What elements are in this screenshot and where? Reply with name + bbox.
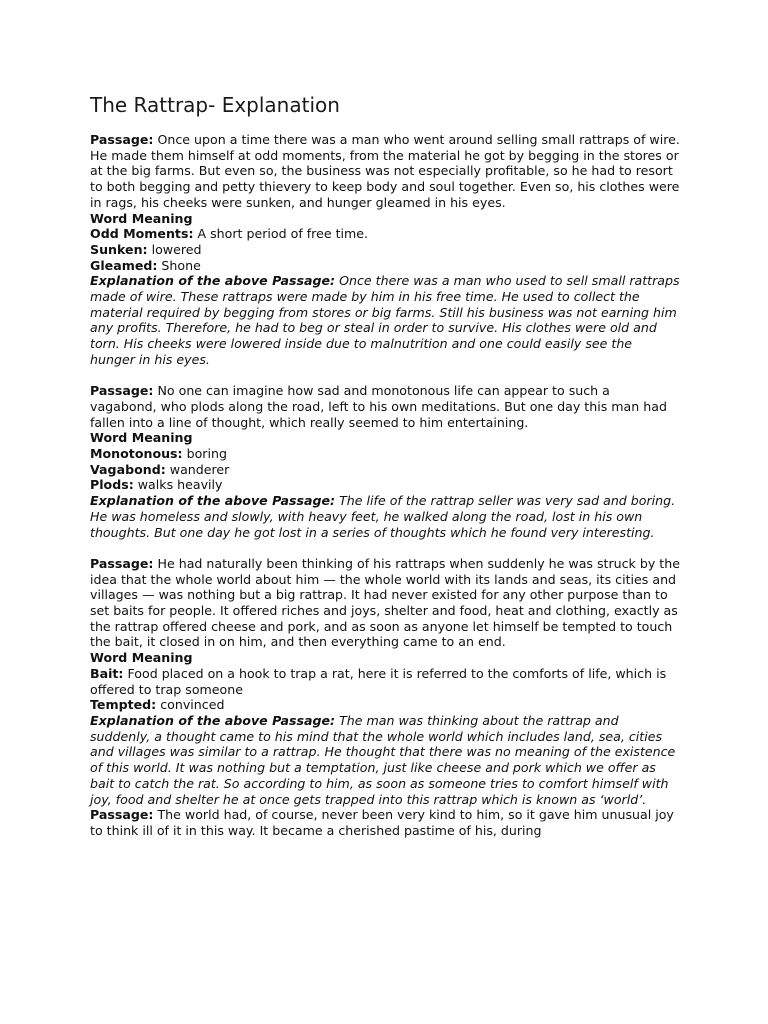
document-body xyxy=(90,132,680,839)
word-meaning: A short period of free time. xyxy=(193,226,369,242)
word-meaning-heading: Word Meaning xyxy=(90,650,193,666)
word-meaning-item xyxy=(90,258,680,274)
explanation-text: The life of the rattrap seller was very sad and boring. He was homeless and slowly, with heavy feet, he walked along the road, lost in his own thoughts. But one day he got lost in a series of thoughts which he found very interesting. xyxy=(90,493,676,540)
passage-paragraph xyxy=(90,383,680,430)
passage-section-3 xyxy=(90,556,680,807)
word-term: Vagabond: xyxy=(90,461,166,477)
explanation-text: The man was thinking about the rattrap and suddenly, a thought came to his mind that the whole world which includes land, sea, cities and villages was similar to a rattrap. He thought that there was no meaning of the existence of this world. It was nothing but a temptation, just like cheese and pork which we offer as bait to catch the rat. So according to him, as soon as someone tries to comfort himself with joy, food and shelter he at once gets trapped into this rattrap which is known as ‘world’. xyxy=(90,712,676,807)
passage-section-1 xyxy=(90,132,680,368)
word-meaning: walks heavily xyxy=(133,477,223,493)
passage-label: Passage: xyxy=(90,807,154,823)
word-term: Plods: xyxy=(90,477,134,493)
word-term: Sunken: xyxy=(90,241,148,257)
word-meaning: boring xyxy=(182,446,227,462)
passage-label: Passage: xyxy=(90,132,154,147)
explanation-label: Explanation of the above Passage: xyxy=(90,493,336,509)
passage-text: The world had, of course, never been very kind to him, so it gave him unusual joy to think ill of it in this way. It became a cherished pastime of his, during xyxy=(90,807,674,838)
word-meaning: Shone xyxy=(157,257,201,273)
passage-paragraph xyxy=(90,556,680,650)
word-meaning: lowered xyxy=(147,241,202,257)
word-meaning: convinced xyxy=(156,697,225,713)
explanation-paragraph xyxy=(90,273,680,367)
explanation-text: Once there was a man who used to sell small rattraps made of wire. These rattraps were made by him in his free time. He used to collect the material required by begging from stores or big farms. Still his business was not earning him any profits. Therefore, he had to beg or steal in order to survive. His clothes were old and torn. His cheeks were lowered inside due to malnutrition and one could easily see the hunger in his eyes. xyxy=(90,273,680,367)
explanation-label: Explanation of the above Passage: xyxy=(90,273,336,289)
passage-paragraph xyxy=(90,807,680,838)
explanation-label: Explanation of the above Passage: xyxy=(90,712,336,728)
page-title: The Rattrap- Explanation xyxy=(90,93,340,117)
word-meaning-item xyxy=(90,697,680,713)
word-meaning-item xyxy=(90,242,680,258)
word-term: Bait: xyxy=(90,665,124,681)
word-meaning-heading: Word Meaning xyxy=(90,210,193,226)
explanation-paragraph xyxy=(90,493,680,540)
word-term: Tempted: xyxy=(90,697,157,713)
word-meaning: wanderer xyxy=(165,461,230,477)
word-meaning-item xyxy=(90,462,680,478)
passage-text: No one can imagine how sad and monotonous life can appear to such a vagabond, who plods along the road, left to his own meditations. But one day this man had fallen into a line of thought, which really seemed to him entertaining. xyxy=(90,383,667,430)
word-meaning-item xyxy=(90,226,680,242)
word-term: Monotonous: xyxy=(90,446,183,462)
passage-section-4 xyxy=(90,807,680,838)
passage-label: Passage: xyxy=(90,555,154,571)
document-page xyxy=(90,92,680,839)
passage-text: Once upon a time there was a man who went around selling small rattraps of wire. He made them himself at odd moments, from the material he got by begging in the stores or at the big farms. But even so, the business was not especially profitable, so he had to resort to both begging and petty thievery to keep body and soul together. Even so, his clothes were in rags, his cheeks were sunken, and hunger gleamed in his eyes. xyxy=(90,132,680,210)
passage-label: Passage: xyxy=(90,383,154,399)
explanation-paragraph xyxy=(90,713,680,807)
passage-text: He had naturally been thinking of his rattraps when suddenly he was struck by the idea that the whole world about him — the whole world with its lands and seas, its cities and villages — was nothing but a big rattrap. It had never existed for any other purpose than to set baits for people. It offered riches and joys, shelter and food, heat and clothing, exactly as the rattrap offered cheese and pork, and as soon as anyone let himself be tempted to touch the bait, it closed in on him, and then everything came to an end. xyxy=(90,555,680,650)
word-meaning-item xyxy=(90,666,680,697)
word-meaning-item xyxy=(90,477,680,493)
passage-section-2 xyxy=(90,383,680,540)
word-meaning-heading: Word Meaning xyxy=(90,430,193,446)
word-meaning: Food placed on a hook to trap a rat, here it is referred to the comforts of life, which is offered to trap someone xyxy=(90,665,667,697)
word-meaning-item xyxy=(90,446,680,462)
passage-paragraph xyxy=(90,132,680,211)
word-term: Gleamed: xyxy=(90,257,158,273)
word-term: Odd Moments: xyxy=(90,226,194,242)
